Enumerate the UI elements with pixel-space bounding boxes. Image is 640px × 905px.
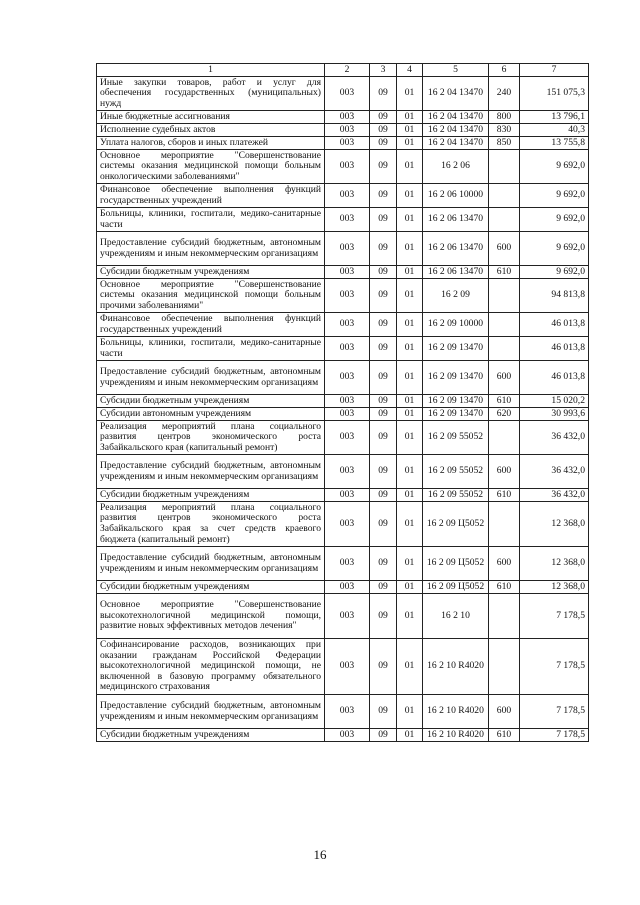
table-row: [97, 313, 589, 337]
row-section-code: 09: [370, 150, 397, 184]
row-amount: 94 813,8: [520, 279, 589, 313]
table-body: [97, 77, 589, 742]
row-target-code: 16 2 04 13470: [423, 77, 489, 111]
table-row: [97, 639, 589, 695]
row-expense-type: 600: [489, 232, 520, 266]
row-expense-type: 800: [489, 111, 520, 124]
row-target-code: 16 2 09 55052: [423, 489, 489, 502]
row-amount: 9 692,0: [520, 232, 589, 266]
row-description: Больницы, клиники, госпитали, медико-санитарные части: [97, 337, 325, 361]
row-subsection-code: 01: [397, 337, 423, 361]
row-amount: 9 692,0: [520, 184, 589, 208]
row-expense-type: [489, 279, 520, 313]
row-amount: 46 013,8: [520, 361, 589, 395]
row-section-code: 09: [370, 408, 397, 421]
row-expense-type: 240: [489, 77, 520, 111]
row-amount: 36 432,0: [520, 489, 589, 502]
row-amount: 7 178,5: [520, 594, 589, 639]
column-header: 4: [397, 64, 423, 77]
row-target-code: 16 2 09 55052: [423, 455, 489, 489]
row-description: Финансовое обеспечение выполнения функций государственных учреждений: [97, 184, 325, 208]
row-description: Субсидии бюджетным учреждениям: [97, 395, 325, 408]
row-amount: 12 368,0: [520, 502, 589, 547]
row-section-code: 09: [370, 184, 397, 208]
row-amount: 40,3: [520, 124, 589, 137]
row-ministry-code: 003: [325, 137, 370, 150]
row-section-code: 09: [370, 639, 397, 695]
row-section-code: 09: [370, 421, 397, 455]
row-expense-type: [489, 421, 520, 455]
row-section-code: 09: [370, 594, 397, 639]
table-row: [97, 421, 589, 455]
column-header: 7: [520, 64, 589, 77]
row-ministry-code: 003: [325, 361, 370, 395]
row-target-code: 16 2 09 Ц5052: [423, 547, 489, 581]
row-ministry-code: 003: [325, 111, 370, 124]
row-ministry-code: 003: [325, 581, 370, 594]
row-ministry-code: 003: [325, 337, 370, 361]
row-amount: 151 075,3: [520, 77, 589, 111]
row-description: Субсидии бюджетным учреждениям: [97, 729, 325, 742]
row-amount: 13 796,1: [520, 111, 589, 124]
row-amount: 9 692,0: [520, 150, 589, 184]
header-row: [97, 64, 589, 77]
row-expense-type: [489, 594, 520, 639]
row-target-code: 16 2 09 Ц5052: [423, 502, 489, 547]
row-section-code: 09: [370, 695, 397, 729]
row-subsection-code: 01: [397, 581, 423, 594]
row-expense-type: [489, 208, 520, 232]
row-ministry-code: 003: [325, 594, 370, 639]
row-ministry-code: 003: [325, 77, 370, 111]
row-expense-type: 610: [489, 581, 520, 594]
row-subsection-code: 01: [397, 77, 423, 111]
row-subsection-code: 01: [397, 502, 423, 547]
row-description: Исполнение судебных актов: [97, 124, 325, 137]
row-description: Финансовое обеспечение выполнения функций государственных учреждений: [97, 313, 325, 337]
row-description: Иные закупки товаров, работ и услуг для обеспечения государственных (муниципальных) нужд: [97, 77, 325, 111]
row-amount: 15 020,2: [520, 395, 589, 408]
row-section-code: 09: [370, 395, 397, 408]
row-amount: 36 432,0: [520, 455, 589, 489]
row-ministry-code: 003: [325, 232, 370, 266]
row-ministry-code: 003: [325, 208, 370, 232]
table-row: [97, 361, 589, 395]
row-ministry-code: 003: [325, 639, 370, 695]
row-description: Основное мероприятие "Совершенствование высокотехнологичной медицинской помощи, развитие новых эффективных методов лечения": [97, 594, 325, 639]
row-amount: 9 692,0: [520, 208, 589, 232]
row-subsection-code: 01: [397, 208, 423, 232]
row-target-code: 16 2 10 R4020: [423, 729, 489, 742]
row-amount: 46 013,8: [520, 313, 589, 337]
column-header: 1: [97, 64, 325, 77]
row-section-code: 09: [370, 361, 397, 395]
table-row: [97, 279, 589, 313]
row-description: Иные бюджетные ассигнования: [97, 111, 325, 124]
row-target-code: 16 2 06 13470: [423, 266, 489, 279]
row-subsection-code: 01: [397, 184, 423, 208]
row-description: Основное мероприятие "Совершенствование системы оказания медицинской помощи больным онкологическими заболеваниями": [97, 150, 325, 184]
row-section-code: 09: [370, 111, 397, 124]
row-section-code: 09: [370, 137, 397, 150]
row-description: Субсидии бюджетным учреждениям: [97, 266, 325, 279]
row-section-code: 09: [370, 547, 397, 581]
row-target-code: 16 2 04 13470: [423, 124, 489, 137]
row-subsection-code: 01: [397, 124, 423, 137]
row-subsection-code: 01: [397, 408, 423, 421]
row-section-code: 09: [370, 313, 397, 337]
table-row: [97, 124, 589, 137]
table-row: [97, 208, 589, 232]
row-ministry-code: 003: [325, 266, 370, 279]
row-subsection-code: 01: [397, 695, 423, 729]
row-expense-type: 610: [489, 489, 520, 502]
row-amount: 7 178,5: [520, 729, 589, 742]
row-amount: 7 178,5: [520, 639, 589, 695]
row-section-code: 09: [370, 581, 397, 594]
column-header: 3: [370, 64, 397, 77]
column-header: 2: [325, 64, 370, 77]
table-row: [97, 184, 589, 208]
row-description: Больницы, клиники, госпитали, медико-санитарные части: [97, 208, 325, 232]
row-target-code: 16 2 04 13470: [423, 111, 489, 124]
row-ministry-code: 003: [325, 695, 370, 729]
row-description: Софинансирование расходов, возникающих при оказании гражданам Российской Федерации высокотехнологичной медицинской помощи, не включенной в базовую программу обязательного медицинского страхования: [97, 639, 325, 695]
row-target-code: 16 2 06 13470: [423, 232, 489, 266]
row-section-code: 09: [370, 77, 397, 111]
row-target-code: 16 2 09: [423, 279, 489, 313]
row-subsection-code: 01: [397, 729, 423, 742]
row-expense-type: 600: [489, 695, 520, 729]
row-target-code: 16 2 09 Ц5052: [423, 581, 489, 594]
row-subsection-code: 01: [397, 547, 423, 581]
row-amount: 36 432,0: [520, 421, 589, 455]
row-ministry-code: 003: [325, 150, 370, 184]
row-expense-type: 610: [489, 266, 520, 279]
table-row: [97, 77, 589, 111]
row-ministry-code: 003: [325, 489, 370, 502]
row-description: Предоставление субсидий бюджетным, автономным учреждениям и иным некоммерческим организациям: [97, 455, 325, 489]
row-subsection-code: 01: [397, 279, 423, 313]
row-target-code: 16 2 09 10000: [423, 313, 489, 337]
row-subsection-code: 01: [397, 489, 423, 502]
row-ministry-code: 003: [325, 408, 370, 421]
table-row: [97, 594, 589, 639]
table-row: [97, 729, 589, 742]
column-header: 5: [423, 64, 489, 77]
row-expense-type: 850: [489, 137, 520, 150]
row-expense-type: 600: [489, 547, 520, 581]
table-row: [97, 137, 589, 150]
row-subsection-code: 01: [397, 421, 423, 455]
row-subsection-code: 01: [397, 111, 423, 124]
row-section-code: 09: [370, 232, 397, 266]
row-section-code: 09: [370, 279, 397, 313]
row-section-code: 09: [370, 502, 397, 547]
row-amount: 12 368,0: [520, 581, 589, 594]
table-row: [97, 232, 589, 266]
row-subsection-code: 01: [397, 313, 423, 337]
table-row: [97, 547, 589, 581]
row-description: Предоставление субсидий бюджетным, автономным учреждениям и иным некоммерческим организациям: [97, 547, 325, 581]
table-row: [97, 150, 589, 184]
row-subsection-code: 01: [397, 594, 423, 639]
row-expense-type: [489, 639, 520, 695]
row-subsection-code: 01: [397, 232, 423, 266]
row-section-code: 09: [370, 266, 397, 279]
row-target-code: 16 2 10: [423, 594, 489, 639]
row-description: Субсидии бюджетным учреждениям: [97, 489, 325, 502]
row-expense-type: [489, 502, 520, 547]
row-target-code: 16 2 06 13470: [423, 208, 489, 232]
row-section-code: 09: [370, 489, 397, 502]
row-ministry-code: 003: [325, 502, 370, 547]
row-ministry-code: 003: [325, 729, 370, 742]
page-number: 16: [313, 847, 327, 862]
row-target-code: 16 2 04 13470: [423, 137, 489, 150]
row-expense-type: [489, 313, 520, 337]
table-row: [97, 695, 589, 729]
table-row: [97, 502, 589, 547]
row-subsection-code: 01: [397, 455, 423, 489]
row-ministry-code: 003: [325, 455, 370, 489]
row-subsection-code: 01: [397, 361, 423, 395]
row-expense-type: [489, 337, 520, 361]
row-expense-type: [489, 184, 520, 208]
row-ministry-code: 003: [325, 184, 370, 208]
row-target-code: 16 2 06: [423, 150, 489, 184]
column-header: 6: [489, 64, 520, 77]
row-target-code: 16 2 06 10000: [423, 184, 489, 208]
row-expense-type: 600: [489, 455, 520, 489]
row-expense-type: 610: [489, 395, 520, 408]
row-section-code: 09: [370, 729, 397, 742]
row-subsection-code: 01: [397, 137, 423, 150]
budget-table: [96, 63, 589, 742]
table-row: [97, 408, 589, 421]
row-subsection-code: 01: [397, 150, 423, 184]
row-description: Реализация мероприятий плана социального развития центров экономического роста Забайкальского края (капитальный ремонт): [97, 421, 325, 455]
row-ministry-code: 003: [325, 395, 370, 408]
row-target-code: 16 2 09 13470: [423, 337, 489, 361]
row-section-code: 09: [370, 124, 397, 137]
row-target-code: 16 2 09 13470: [423, 361, 489, 395]
row-description: Реализация мероприятий плана социального развития центров экономического роста Забайкальского края за счет средств краевого бюджета (капитальный ремонт): [97, 502, 325, 547]
row-expense-type: 830: [489, 124, 520, 137]
row-ministry-code: 003: [325, 279, 370, 313]
row-target-code: 16 2 10 R4020: [423, 695, 489, 729]
row-target-code: 16 2 09 55052: [423, 421, 489, 455]
row-ministry-code: 003: [325, 421, 370, 455]
row-subsection-code: 01: [397, 266, 423, 279]
row-expense-type: [489, 150, 520, 184]
row-target-code: 16 2 09 13470: [423, 408, 489, 421]
row-expense-type: 610: [489, 729, 520, 742]
row-amount: 30 993,6: [520, 408, 589, 421]
row-target-code: 16 2 09 13470: [423, 395, 489, 408]
row-expense-type: 600: [489, 361, 520, 395]
row-ministry-code: 003: [325, 124, 370, 137]
row-amount: 46 013,8: [520, 337, 589, 361]
row-description: Предоставление субсидий бюджетным, автономным учреждениям и иным некоммерческим организациям: [97, 695, 325, 729]
row-description: Субсидии автономным учреждениям: [97, 408, 325, 421]
row-description: Субсидии бюджетным учреждениям: [97, 581, 325, 594]
table-row: [97, 111, 589, 124]
table-row: [97, 337, 589, 361]
row-amount: 13 755,8: [520, 137, 589, 150]
row-description: Основное мероприятие "Совершенствование системы оказания медицинской помощи больным прочими заболеваниями": [97, 279, 325, 313]
table-row: [97, 489, 589, 502]
row-ministry-code: 003: [325, 313, 370, 337]
row-description: Предоставление субсидий бюджетным, автономным учреждениям и иным некоммерческим организациям: [97, 361, 325, 395]
row-amount: 7 178,5: [520, 695, 589, 729]
row-section-code: 09: [370, 455, 397, 489]
row-target-code: 16 2 10 R4020: [423, 639, 489, 695]
row-expense-type: 620: [489, 408, 520, 421]
row-subsection-code: 01: [397, 639, 423, 695]
row-description: Предоставление субсидий бюджетным, автономным учреждениям и иным некоммерческим организациям: [97, 232, 325, 266]
table-row: [97, 581, 589, 594]
row-description: Уплата налогов, сборов и иных платежей: [97, 137, 325, 150]
row-section-code: 09: [370, 337, 397, 361]
row-ministry-code: 003: [325, 547, 370, 581]
row-amount: 9 692,0: [520, 266, 589, 279]
row-section-code: 09: [370, 208, 397, 232]
row-subsection-code: 01: [397, 395, 423, 408]
row-amount: 12 368,0: [520, 547, 589, 581]
table-row: [97, 395, 589, 408]
table-row: [97, 266, 589, 279]
table-row: [97, 455, 589, 489]
